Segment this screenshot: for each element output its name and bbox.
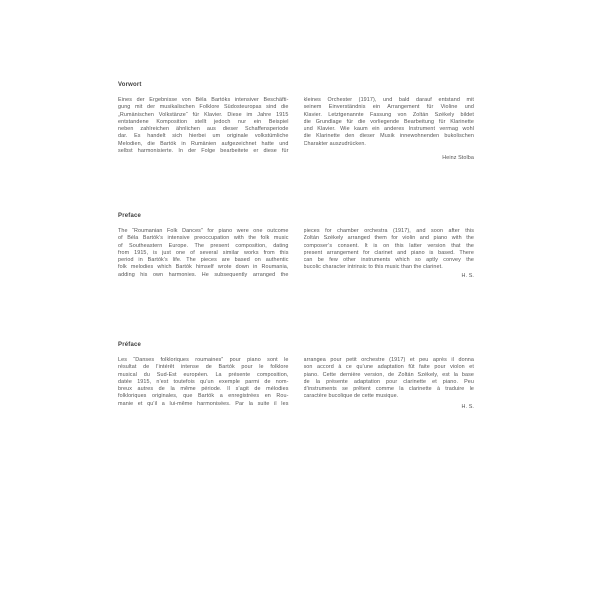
text-column bbox=[304, 97, 475, 162]
text-line: piano. Cette dernière version, de Zoltán Székely, est la base bbox=[303, 371, 474, 378]
text-line: neben zahlreichen ähnlichen aus dieser Schaffensperiode bbox=[118, 126, 289, 133]
text-column bbox=[118, 97, 289, 162]
text-line: selbst harmonisierte. In der Folge bearbeitete er diese für bbox=[118, 148, 289, 155]
text-line: manie et qu’il a lui-même harmonisées. Par la suite il les bbox=[118, 400, 289, 407]
text-line: present arrangement for clarinet and piano is based. There bbox=[303, 249, 474, 256]
text-line: gung mit der musikalischen Folklore Südosteuropas sind die bbox=[118, 104, 289, 111]
two-column-text bbox=[118, 357, 474, 411]
text-line: composer’s consent. It is on this latter version that the bbox=[303, 242, 474, 249]
text-line: Klavier. Letztgenannte Fassung von Zoltán Székely bildet bbox=[303, 111, 474, 118]
text-line: folkloriques originales, que Bartók a enregistrées en Rou- bbox=[118, 393, 289, 400]
text-line: son accord à ce qu’une adaptation fût faite pour violon et bbox=[303, 364, 474, 371]
text-line: d’instruments se prêtent comme la clarinette à traduire le bbox=[303, 386, 474, 393]
text-line: pieces for chamber orchestra (1917), and soon after this bbox=[303, 228, 474, 234]
text-line: The “Roumanian Folk Dances” for piano were one outcome bbox=[118, 228, 289, 234]
text-line: „Rumänischen Volkstänze“ für Klavier. Diese im Jahre 1915 bbox=[118, 111, 289, 118]
text-line: seinem Einverständnis ein Arrangement für Violine und bbox=[303, 104, 474, 111]
text-column bbox=[304, 357, 475, 411]
signature: H. S. bbox=[461, 403, 474, 410]
text-line: bucolic character intrinsic to this music than the clarinet. bbox=[303, 264, 443, 271]
text-line: résultat de l’intérêt intense de Bartók pour le folklore bbox=[118, 364, 289, 371]
text-line: arrangea pour petit orchestre (1917) et peu après il donna bbox=[303, 357, 474, 363]
text-line: of Béla Bartók’s intensive preoccupation with the folk music bbox=[118, 235, 289, 242]
text-line: from 1915, is just one of several similar works from this bbox=[118, 249, 289, 256]
text-line: musical du Sud-Est européen. La présente composition, bbox=[118, 371, 289, 378]
section-preface-fr bbox=[118, 342, 474, 411]
two-column-text bbox=[118, 228, 474, 280]
text-line: datée 1915, n’est toutefois qu’un exemple parmi de nom- bbox=[118, 378, 289, 385]
text-line: Eines der Ergebnisse von Béla Bartóks intensiver Beschäfti- bbox=[118, 97, 289, 103]
text-line: Charakter auszudrücken. bbox=[303, 140, 367, 147]
text-line: kleines Orchester (1917), und bald darauf entstand mit bbox=[303, 97, 474, 103]
text-column bbox=[304, 228, 475, 280]
text-line: breux autres de la même période. Il s’agit de mélodies bbox=[118, 386, 289, 393]
text-line: Melodien, die Bartók in Rumänien aufgezeichnet hatte und bbox=[118, 140, 289, 147]
text-column bbox=[118, 228, 289, 280]
text-line: adding his own harmonies. He subsequently arranged the bbox=[118, 271, 289, 278]
text-column bbox=[118, 357, 289, 411]
section-preface-en bbox=[118, 213, 474, 280]
section-heading: Preface bbox=[118, 213, 142, 219]
text-line: und Klavier. Wie kaum ein anderes Instrument vermag wohl bbox=[303, 126, 474, 133]
text-line: de la présente adaptation pour clarinette et piano. Peu bbox=[303, 378, 474, 385]
text-line: period in Bartók’s life. The pieces are based on authentic bbox=[118, 257, 289, 264]
section-heading: Vorwort bbox=[118, 82, 142, 88]
text-line: dar. Es handelt sich hierbei um originale volkstümliche bbox=[118, 133, 289, 140]
text-line: folk melodies which Bartók himself wrote down in Roumania, bbox=[118, 264, 289, 271]
signature: H. S. bbox=[461, 272, 474, 279]
section-heading: Préface bbox=[118, 342, 142, 348]
text-line: Les “Danses folkloriques roumaines” pour piano sont le bbox=[118, 357, 289, 363]
two-column-text bbox=[118, 97, 474, 162]
text-line: die Klarinette den dieser Musik innewohnenden bukolischen bbox=[303, 133, 474, 140]
text-line: caractère bucolique de cette musique. bbox=[303, 393, 399, 400]
section-vorwort bbox=[118, 82, 474, 162]
text-line: of Southeastern Europe. The present composition, dating bbox=[118, 242, 289, 249]
text-line: can be few other instruments which so aptly convey the bbox=[303, 257, 474, 264]
text-line: entstandene Komposition stellt jedoch nur ein Beispiel bbox=[118, 118, 289, 125]
text-line: Zoltán Székely arranged them for violin and piano with the bbox=[303, 235, 474, 242]
text-line: die Grundlage für die vorliegende Bearbeitung für Klarinette bbox=[303, 118, 474, 125]
signature: Heinz Stolba bbox=[442, 155, 474, 162]
